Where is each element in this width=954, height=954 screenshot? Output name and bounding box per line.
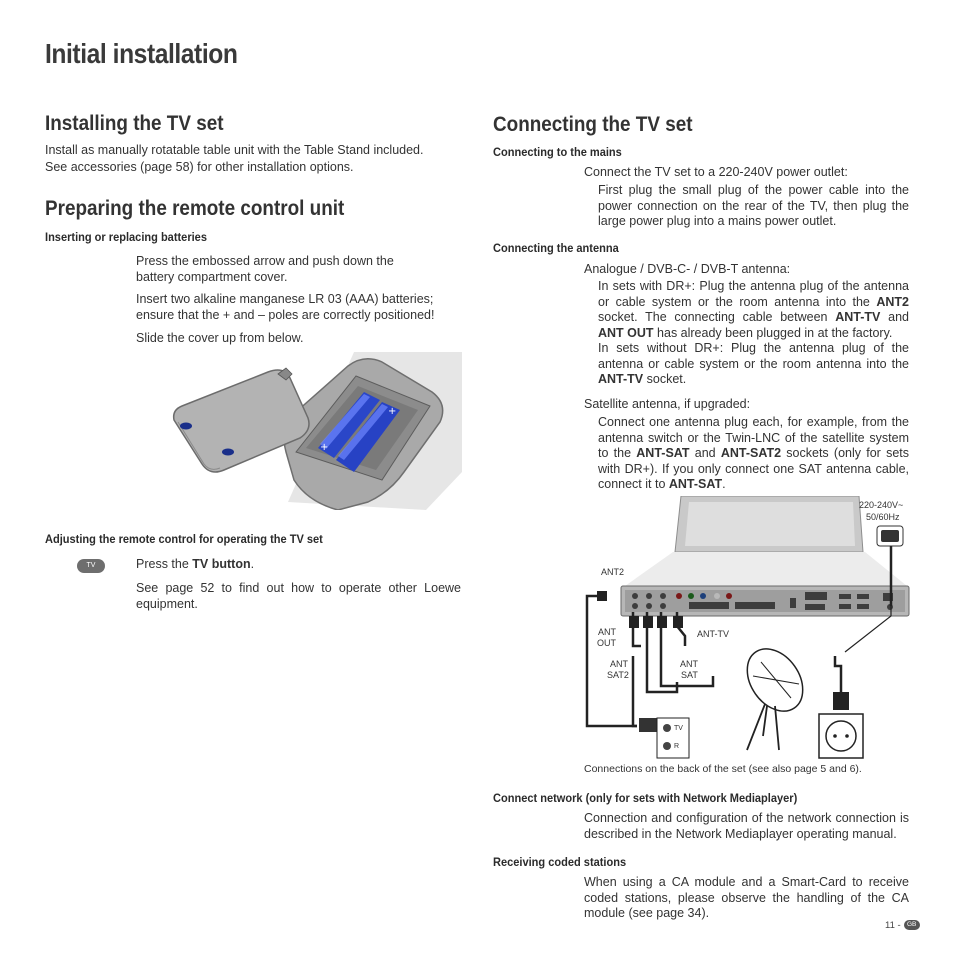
page-number [885, 920, 920, 931]
antenna-no-dr-plus-text [598, 341, 909, 388]
sat-p3-g: . [722, 477, 726, 492]
ant-sat-label-2: SAT [681, 670, 698, 680]
install-line-2: See accessories (page 58) for other installation options. [45, 160, 354, 174]
antenna-p1-ant-out: ANT OUT [598, 325, 654, 340]
install-line-1: Install as manually rotatable table unit with the Table Stand included. [45, 143, 424, 157]
antenna-p1-e: and [880, 310, 909, 325]
subheading-mains: Connecting to the mains [493, 145, 622, 159]
network-body: Connection and configuration of the network connection is described in the Network Mediaplayer operating manual. [584, 811, 909, 841]
svg-text:+: + [320, 442, 329, 453]
remote-battery-illustration [168, 352, 462, 510]
svg-text:+: + [388, 406, 397, 417]
voltage-label-line2: 50/60Hz [866, 512, 900, 522]
satellite-dish-icon [736, 638, 814, 750]
ant2-label: ANT2 [601, 567, 625, 577]
gb-badge-icon: GB [904, 920, 920, 930]
power-inlet-icon [877, 526, 903, 546]
satellite-text [598, 415, 909, 493]
ant-sat2-label-1: ANT [610, 659, 628, 669]
ant-tv-label: ANT-TV [697, 629, 730, 639]
ant-out-label-2: OUT [597, 638, 616, 648]
sat-p3-ant-sat2: ANT-SAT2 [720, 446, 782, 461]
mains-body: First plug the small plug of the power cable into the power connection on the rear of the TV, then plug the large power plug into a mains power outlet. [598, 183, 909, 229]
wall-tv-label: TV [674, 725, 683, 732]
battery-step-2: Insert two alkaline manganese LR 03 (AAA) batteries; ensure that the + and – poles are correctly positioned! [136, 292, 435, 322]
wall-r-label: R [674, 743, 680, 750]
subheading-adjusting-remote: Adjusting the remote control for operating the TV set [45, 532, 323, 546]
section-heading-installing: Installing the TV set [45, 112, 224, 135]
sat-p3-ant-sat-final: ANT-SAT [668, 477, 723, 492]
press-prefix: Press the [136, 557, 193, 571]
press-bold: TV button [192, 557, 251, 571]
tv-button-icon: TV [77, 559, 105, 573]
press-tv-button-text [136, 557, 456, 573]
ant-sat2-label-2: SAT2 [607, 670, 629, 680]
press-suffix: . [250, 557, 255, 571]
antenna-p2-c: socket. [643, 372, 687, 387]
sat-p3-a: Connect one antenna plug each, for example, from the antenna switch or the Twin-LNC of the satellite system to the [598, 415, 909, 461]
antenna-p1-ant-tv: ANT-TV [835, 310, 881, 325]
section-heading-remote: Preparing the remote control unit [45, 197, 345, 220]
coded-body: When using a CA module and a Smart-Card to receive coded stations, please observe the handling of the CA module (see page 34). [584, 875, 909, 921]
subheading-network: Connect network (only for sets with Network Mediaplayer) [493, 791, 798, 805]
voltage-label-line1: 220-240V~ [859, 500, 904, 510]
battery-step-1: Press the embossed arrow and push down the battery compartment cover. [136, 254, 394, 284]
satellite-intro: Satellite antenna, if upgraded: [584, 397, 751, 411]
subheading-antenna: Connecting the antenna [493, 241, 619, 255]
diagram-caption: Connections on the back of the set (see also page 5 and 6). [584, 763, 862, 775]
sat-p3-e: sockets (only for sets with DR+). If you only connect one SAT antenna cable, connect it to [598, 446, 909, 492]
antenna-p1-a: In sets with DR+: Plug the antenna plug of the antenna or cable system or the room antenna into the [598, 279, 909, 309]
antenna-intro: Analogue / DVB-C- / DVB-T antenna: [584, 262, 791, 276]
sat-p3-ant-sat: ANT-SAT [636, 446, 690, 461]
see-page-text: See page 52 to find out how to operate other Loewe equipment. [136, 581, 461, 611]
mains-plug-icon [819, 692, 863, 758]
antenna-p2-ant-tv: ANT-TV [598, 372, 644, 387]
page-number-text: 11 - [885, 920, 901, 931]
ant-sat-label-1: ANT [680, 659, 698, 669]
sat-p3-c: and [689, 446, 721, 461]
mains-intro: Connect the TV set to a 220-240V power outlet: [584, 165, 848, 179]
subheading-batteries: Inserting or replacing batteries [45, 230, 207, 244]
antenna-dr-plus-text [598, 279, 909, 341]
antenna-p1-ant2: ANT2 [876, 294, 909, 309]
battery-step-3: Slide the cover up from below. [136, 331, 304, 345]
subheading-coded-stations: Receiving coded stations [493, 855, 627, 869]
connection-diagram [585, 496, 915, 764]
section-heading-connecting: Connecting the TV set [493, 113, 693, 136]
antenna-p2-a: In sets without DR+: Plug the antenna plug of the antenna or cable system or the room antenna into the [598, 341, 909, 371]
ant-out-label-1: ANT [598, 627, 616, 637]
page-title: Initial installation [45, 38, 238, 69]
antenna-p1-c: socket. The connecting cable between [598, 310, 836, 325]
antenna-p1-g: has already been plugged in at the factory. [653, 325, 893, 340]
